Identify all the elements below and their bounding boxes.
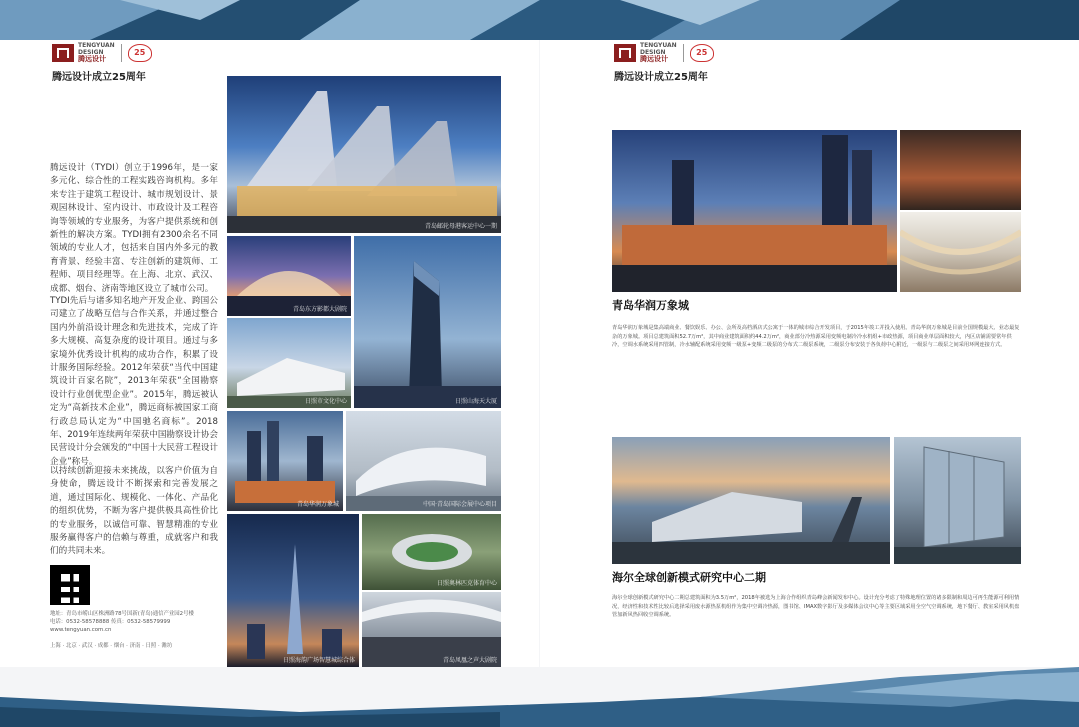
contact-website: www.tengyuan.com.cn	[50, 627, 112, 633]
photo-caption: 青岛凤凰之声大剧院	[442, 657, 497, 664]
tengyuan-logo-icon	[614, 44, 636, 62]
photo-theater-interior	[362, 592, 501, 667]
logo-cn: 腾远设计	[78, 55, 106, 63]
project1-title: 青岛华润万象城	[612, 299, 689, 312]
right-slogan: 腾远设计成立25周年	[614, 72, 708, 83]
photo-caption: 青岛华润万象城	[296, 501, 339, 508]
city-list: 上海 · 北京 · 武汉 · 成都 · 烟台 · 济南 · 日照 · 潍坊	[50, 643, 173, 649]
photo-caption: 中国·青岛国际会展中心项目	[423, 501, 497, 508]
tengyuan-logo-icon	[52, 44, 74, 62]
logo-cn: 腾远设计	[640, 55, 668, 63]
photo-grand-theater	[227, 236, 351, 316]
photo-caption: 青岛邮轮母港客运中心一期	[424, 223, 497, 230]
anniversary-badge-icon: 25	[690, 44, 714, 62]
photo-caption: 青岛东方影都大剧院	[292, 306, 347, 313]
contact-info	[50, 610, 220, 634]
project1-description: 青岛华润万象城是集高端商业、餐饮娱乐、办公、会所及高档酒店式公寓于一体的城市综合开发项目，于2015年竣工并投入使用。青岛华润万象城是目前全国规模最大、业态最复杂的万象城。项目总建筑面积52.7万m²，其中商业建筑面积约44.2万m²，商业部分冷热源采用变频电制冷冷水机组+市政热源，项目商业单层面积较大，内区店铺需要常年供冷，空调水系统采用四管制，冷水辅配系统采用变频一级泵+变频二级泵的分布式二级泵系统，二级泵分布安装于各负荷中心附近，一级泵与二级泵之间采用环网连接方式。	[612, 325, 1020, 349]
top-decorative-banner	[0, 0, 1079, 40]
photo-smart-city	[227, 514, 359, 667]
photo-mixc-exterior	[612, 130, 897, 292]
photo-mixc	[227, 411, 343, 511]
photo-expo-center	[346, 411, 501, 511]
photo-stadium	[362, 514, 501, 590]
logo-text	[640, 42, 677, 63]
photo-caption: 日照海韵广场智慧城综合体	[282, 657, 355, 664]
left-logo	[52, 42, 152, 63]
logo-en-line1: TENGYUAN	[640, 42, 677, 49]
anniversary-badge-icon: 25	[128, 44, 152, 62]
project2-description: 海尔全球创新模式研究中心二期总建筑面积为3.5万m²，2018年被选为上海合作组织青岛峰会新闻发布中心。设计充分考虑了特殊地理位置的诸多限制和周边可再生能源可利用情况，经济性和技术性比较后选择采用废水源热泵机组作为集中空调冷热源，图书馆、IMAX数字影厅及多媒体会议中心等主要区域采用全空气空调系统，地下餐厅、教室采用风机盘管加新风热回收空调系统。	[612, 595, 1020, 619]
intro-paragraph-3: 以持续创新迎接未来挑战，以客户价值为自身使命，腾远设计不断探索和完善发展之道，通过国际化、规模化、一体化、产品化的组织优势，不断为客户提供极具高性价比的专业服务，以诚信可靠、智慧精准的专业服务赢得客户的信赖与尊重，成就客户和我们的共同未来。	[50, 466, 218, 557]
intro-paragraph-1: 腾远设计（TYDI）创立于1996年，是一家多元化、综合性的工程实践咨询机构。多年来专注于建筑工程设计、城市规划设计、景观园林设计、室内设计、市政设计及工程咨询等领域的专业服务，为客户提供系统和创新性的解决方案。TYDI拥有2300余名不同领域的专业人才，包括来自国内外多元的教育背景、经验丰富、专注创新的建筑师、工程师、项目经理等。在上海、北京、武汉、成都、烟台、济南等地区设立了城市公司。	[50, 163, 218, 294]
logo-en-line2: DESIGN	[78, 49, 104, 56]
photo-caption: 日照市文化中心	[304, 398, 347, 405]
photo-mixc-atrium	[900, 212, 1021, 292]
contact-address: 地址：青岛市崂山区株洲路78号国新(青岛)通信产业园2号楼	[50, 611, 194, 617]
right-logo	[614, 42, 714, 63]
logo-en-line2: DESIGN	[640, 49, 666, 56]
logo-en-line1: TENGYUAN	[78, 42, 115, 49]
photo-haier-glass	[894, 437, 1021, 564]
photo-caption: 日照奥林匹克体育中心	[436, 580, 497, 587]
logo-divider	[683, 44, 684, 62]
photo-tower	[354, 236, 501, 408]
contact-phone: 电话：0532-58578888 传真：0532-58579999	[50, 619, 171, 625]
left-slogan: 腾远设计成立25周年	[52, 72, 146, 83]
project2-title: 海尔全球创新模式研究中心二期	[612, 571, 766, 584]
photo-cruise-terminal	[227, 76, 501, 233]
intro-paragraph-2: TYDI先后与诸多知名地产开发企业、跨国公司建立了战略互信与合作关系，并通过整合国内外前沿设计理念和先进技术，完成了许多大规模、高复杂度的设计项目。通过与多家境外优秀设计机构的成功合作，积累了设计服务国际经验。2012年荣获“当代中国建筑设计百家名院”，2013年荣获“全国勘察设计行业创优型企业”。2015年，腾远被认定为“高新技术企业”，腾远商标被国家工商行政总局认定为“中国驰名商标”。2018年、2019年连续两年荣获中国勘察设计协会民营设计分会颁发的“中国十大民营工程设计企业”称号。	[50, 296, 218, 467]
logo-text	[78, 42, 115, 63]
logo-divider	[121, 44, 122, 62]
bottom-decorative-banner	[0, 667, 1079, 727]
photo-culture-center	[227, 318, 351, 408]
qr-code-icon	[50, 565, 90, 605]
photo-haier-center	[612, 437, 890, 564]
photo-caption: 日照山海天大厦	[454, 398, 497, 405]
photo-mixc-facade	[900, 130, 1021, 210]
